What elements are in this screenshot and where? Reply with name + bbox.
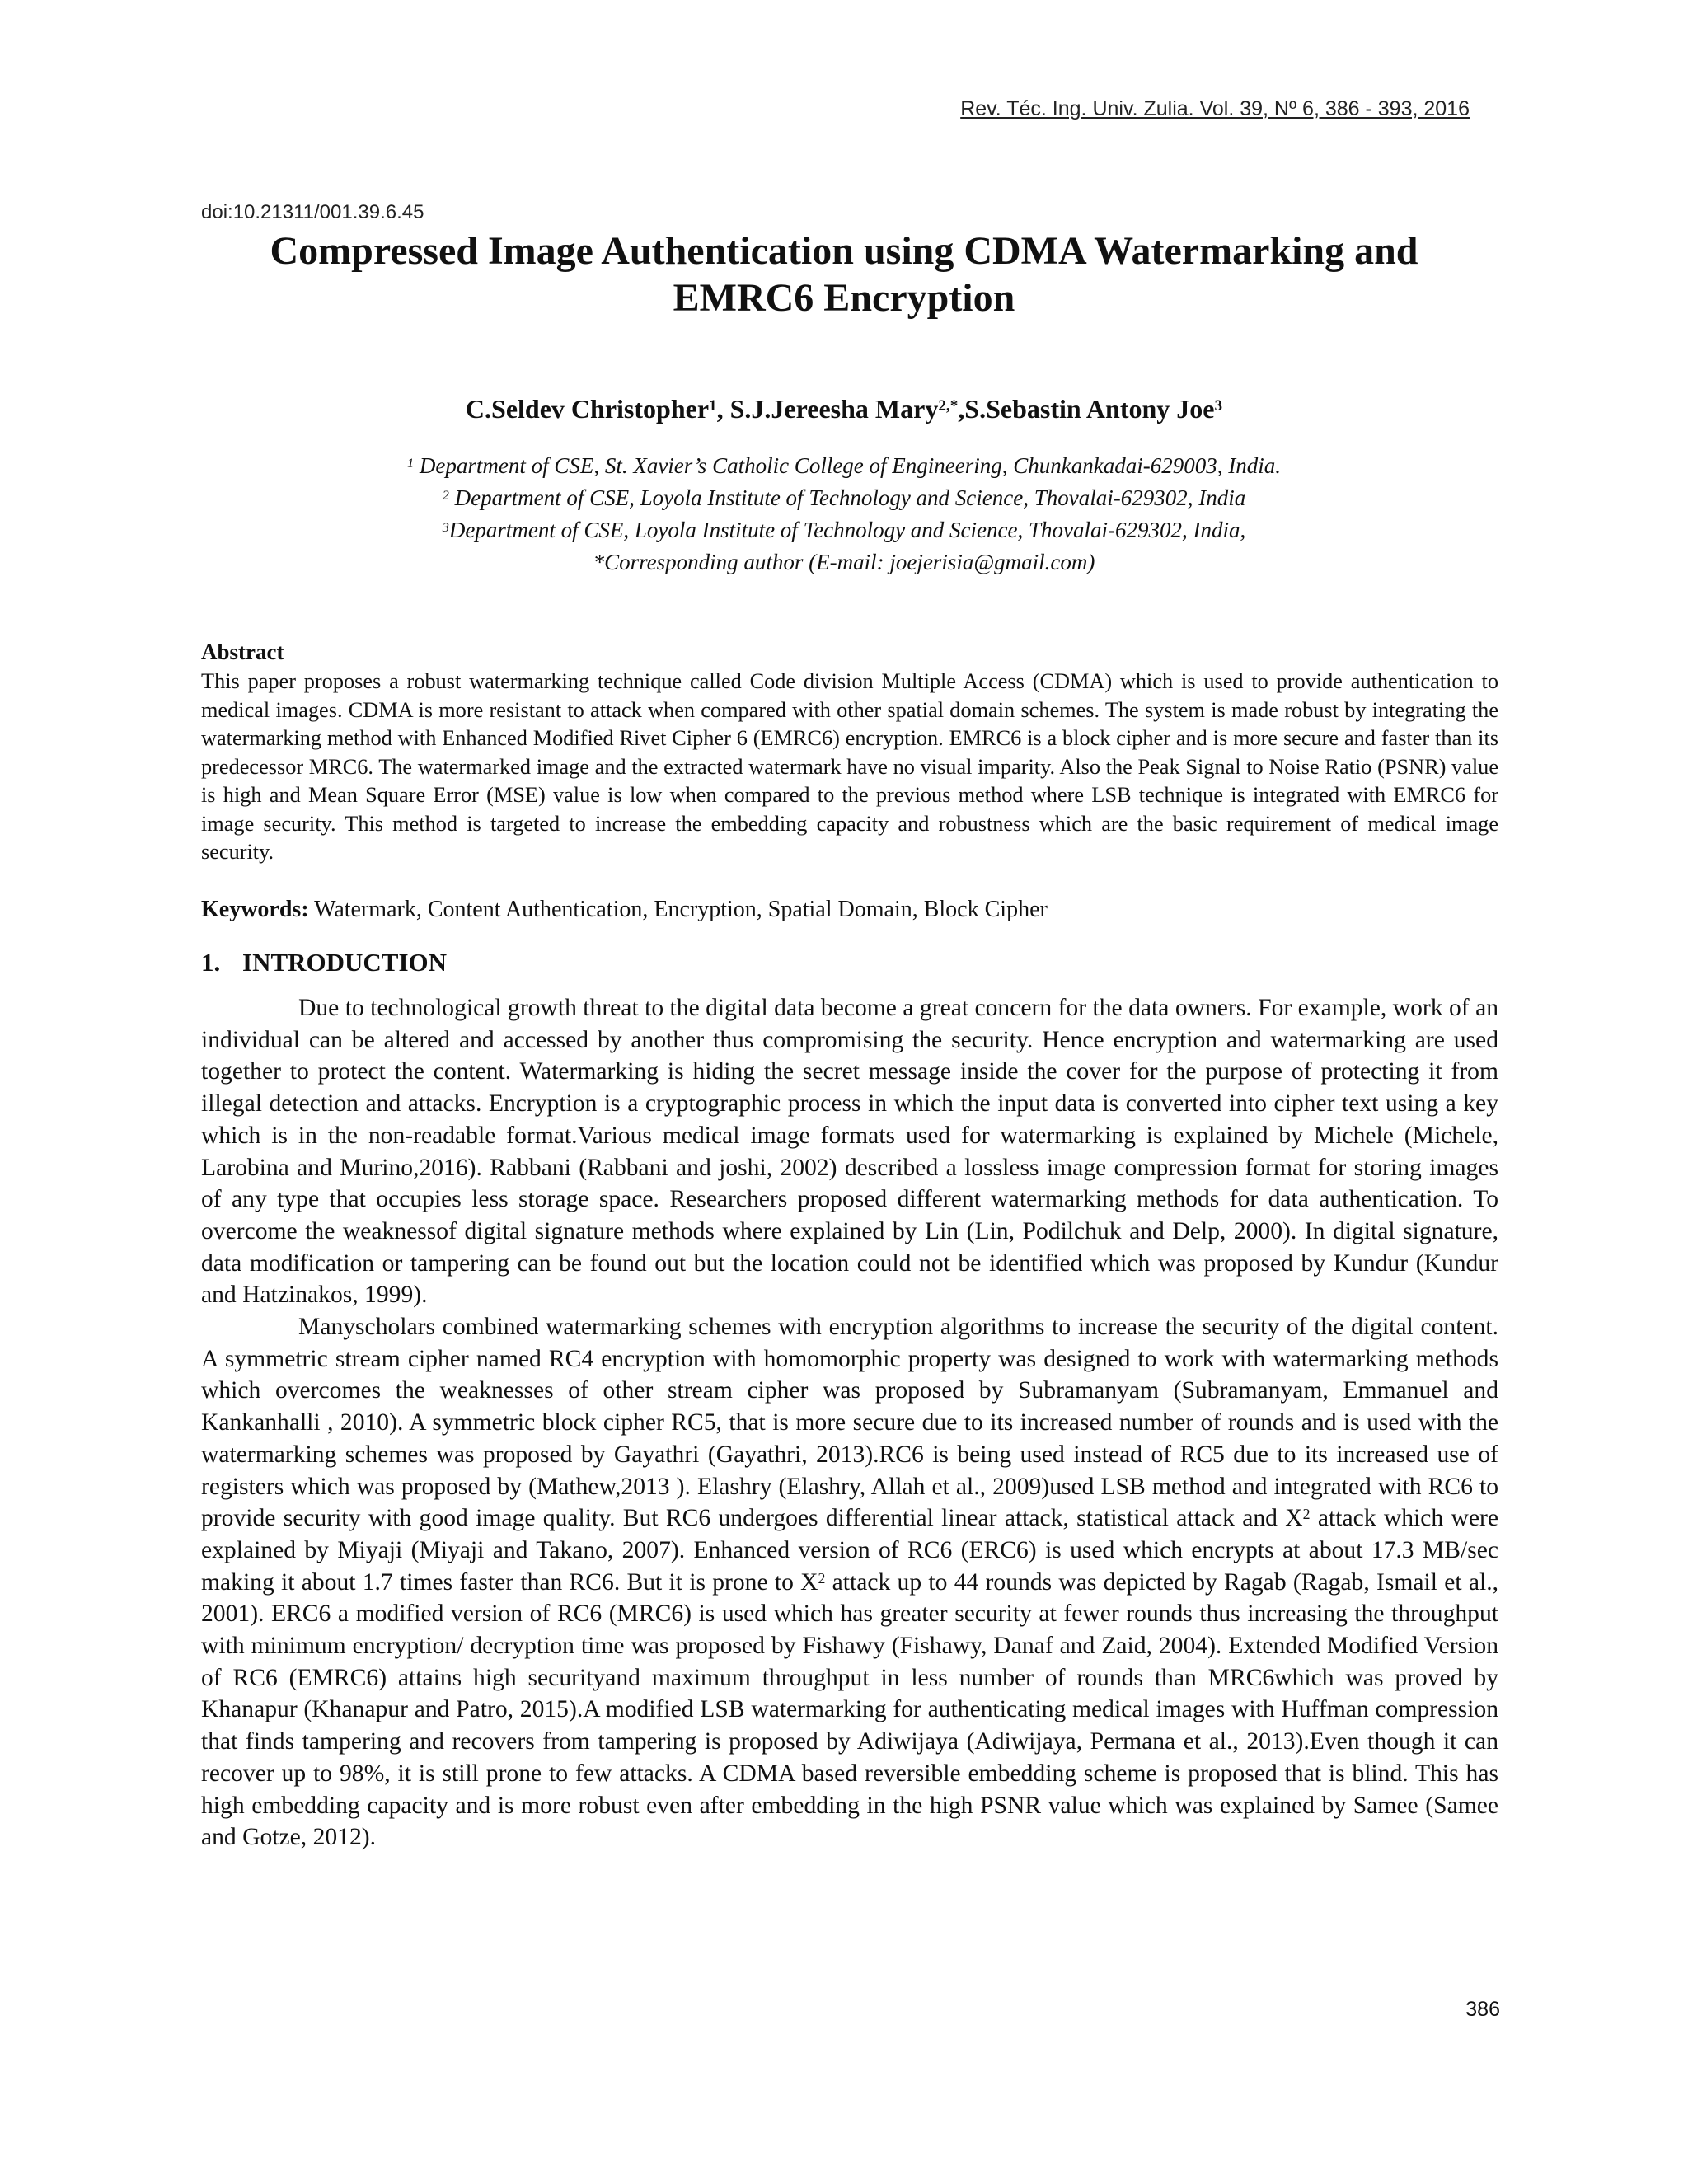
author-affiliation-mark: 2,* <box>938 397 959 415</box>
author-affiliation-mark: 3 <box>1214 397 1223 415</box>
keywords-text: Watermark, Content Authentication, Encryption, Spatial Domain, Block Cipher <box>308 897 1048 922</box>
affiliation-mark: 2 <box>442 487 449 503</box>
author-separator: , <box>716 394 730 424</box>
affiliation-text: Department of CSE, St. Xavier’s Catholic College of Engineering, Chunkankadai-629003, India. <box>414 453 1281 478</box>
author-name: S.J.Jereesha Mary <box>729 394 939 424</box>
abstract-body: This paper proposes a robust watermarking technique called Code division Multiple Access (CDMA) which is used to provide authentication to medical images. CDMA is more resistant to attack when compared with other spatial domain schemes. The system is made robust by integrating the watermarking method with Enhanced Modified Rivet Cipher 6 (EMRC6) encryption. EMRC6 is a block cipher and is more secure and faster than its predecessor MRC6. The watermarked image and the extracted watermark have no visual imparity. Also the Peak Signal to Noise Ratio (PSNR) value is high and Mean Square Error (MSE) value is low when compared to the previous method where LSB technique is integrated with EMRC6 for image security. This method is targeted to increase the embedding capacity and robustness which are the basic requirement of medical image security. <box>201 669 1498 864</box>
corresponding-author: *Corresponding author (E-mail: joejerisia@gmail.com) <box>593 550 1095 574</box>
paragraph-text: attack up to 44 rounds was depicted by Ragab (Ragab, Ismail et al., 2001). ERC6 a modified version of RC6 (MRC6) is used which has greater security at fewer rounds thus increasing the throughput with minimum encryption/ decryption time was proposed by Fishawy (Fishawy, Danaf and Zaid, 2004). Extended Modified Version of RC6 (EMRC6) attains high securityand maximum throughput in less number of rounds than MRC6which was proved by Khanapur (Khanapur and Patro, 2015).A modified LSB watermarking for authenticating medical images with Huffman compression that finds tampering and recovers from tampering is proposed by Adiwijaya (Adiwijaya, Permana et al., 2013).Even though it can recover up to 98%, it is still prone to few attacks. A CDMA based reversible embedding scheme is proposed that is blind. This has high embedding capacity and is more robust even after embedding in the high PSNR value which was explained by Samee (Samee and Gotze, 2012). <box>201 1568 1498 1851</box>
paragraph-text: attack which were explained by Miyaji (Miyaji and Takano, 2007). Enhanced version of RC6 (ERC6) is used which encrypts at about 17.3 MB/sec making it about 1.7 times faster than RC6. But it is prone to X <box>201 1505 1498 1596</box>
affiliation-1 <box>165 450 1523 482</box>
section-heading-introduction <box>201 948 447 977</box>
paper-title <box>165 227 1523 321</box>
introduction-body <box>201 992 1498 1854</box>
journal-reference: Rev. Téc. Ing. Univ. Zulia. Vol. 39, Nº 6, 386 - 393, 2016 <box>960 97 1470 120</box>
affiliation-text: Department of CSE, Loyola Institute of Technology and Science, Thovalai-629302, India <box>448 485 1246 510</box>
title-line-2: EMRC6 Encryption <box>673 276 1015 320</box>
author-name: C.Seldev Christopher <box>465 394 710 424</box>
affiliation-3 <box>165 514 1523 546</box>
superscript: 2 <box>1302 1506 1311 1523</box>
author-separator: , <box>958 394 965 424</box>
paragraph <box>201 1311 1498 1854</box>
page-number: 386 <box>1465 1998 1500 2021</box>
affiliation-text: Department of CSE, Loyola Institute of Technology and Science, Thovalai-629302, India, <box>448 518 1246 542</box>
author-name: S.Sebastin Antony Joe <box>964 394 1215 424</box>
title-line-1: Compressed Image Authentication using CDMA Watermarking and <box>270 229 1418 273</box>
superscript: 2 <box>818 1569 826 1586</box>
paragraph: Due to technological growth threat to the digital data become a great concern for the data owners. For example, work of an individual can be altered and accessed by another thus compromising the security. Hence encryption and watermarking are used together to protect the content. Watermarking is hiding the secret message inside the cover for the purpose of protecting it from illegal detection and attacks. Encryption is a cryptographic process in which the input data is converted into cipher text using a key which is in the non-readable format.Various medical image formats used for watermarking is explained by Michele (Michele, Larobina and Murino,2016). Rabbani (Rabbani and joshi, 2002) described a lossless image compression format for storing images of any type that occupies less storage space. Researchers proposed different watermarking methods for data authentication. To overcome the weaknessof digital signature methods where explained by Lin (Lin, Podilchuk and Delp, 2000). In digital signature, data modification or tampering can be found out but the location could not be identified which was proposed by Kundur (Kundur and Hatzinakos, 1999). <box>201 995 1498 1309</box>
paragraph-text: Manyscholars combined watermarking schemes with encryption algorithms to increase the security of the digital content. A symmetric stream cipher named RC4 encryption with homomorphic property was designed to work with watermarking methods which overcomes the weaknesses of other stream cipher was proposed by Subramanyam (Subramanyam, Emmanuel and Kankanhalli , 2010). A symmetric block cipher RC5, that is more secure due to its increased number of rounds and is used with the watermarking schemes was proposed by Gayathri (Gayathri, 2013).RC6 is being used instead of RC5 due to its increased use of registers which was proposed by (Mathew,2013 ). Elashry (Elashry, Allah et al., 2009)used LSB method and integrated with RC6 to provide security with good image quality. But RC6 undergoes differential linear attack, statistical attack and X <box>201 1314 1498 1532</box>
affiliations <box>165 450 1523 579</box>
keywords <box>201 897 1048 923</box>
affiliation-mark: 1 <box>407 455 415 471</box>
affiliation-mark: 3 <box>442 519 449 535</box>
author-affiliation-mark: 1 <box>709 397 717 415</box>
section-title: INTRODUCTION <box>242 948 448 977</box>
affiliation-2 <box>165 482 1523 514</box>
keywords-label: Keywords: <box>201 897 309 922</box>
abstract-heading: Abstract <box>201 640 284 664</box>
author-list <box>165 394 1523 424</box>
section-number: 1. <box>201 948 221 977</box>
doi: doi:10.21311/001.39.6.45 <box>201 201 424 223</box>
